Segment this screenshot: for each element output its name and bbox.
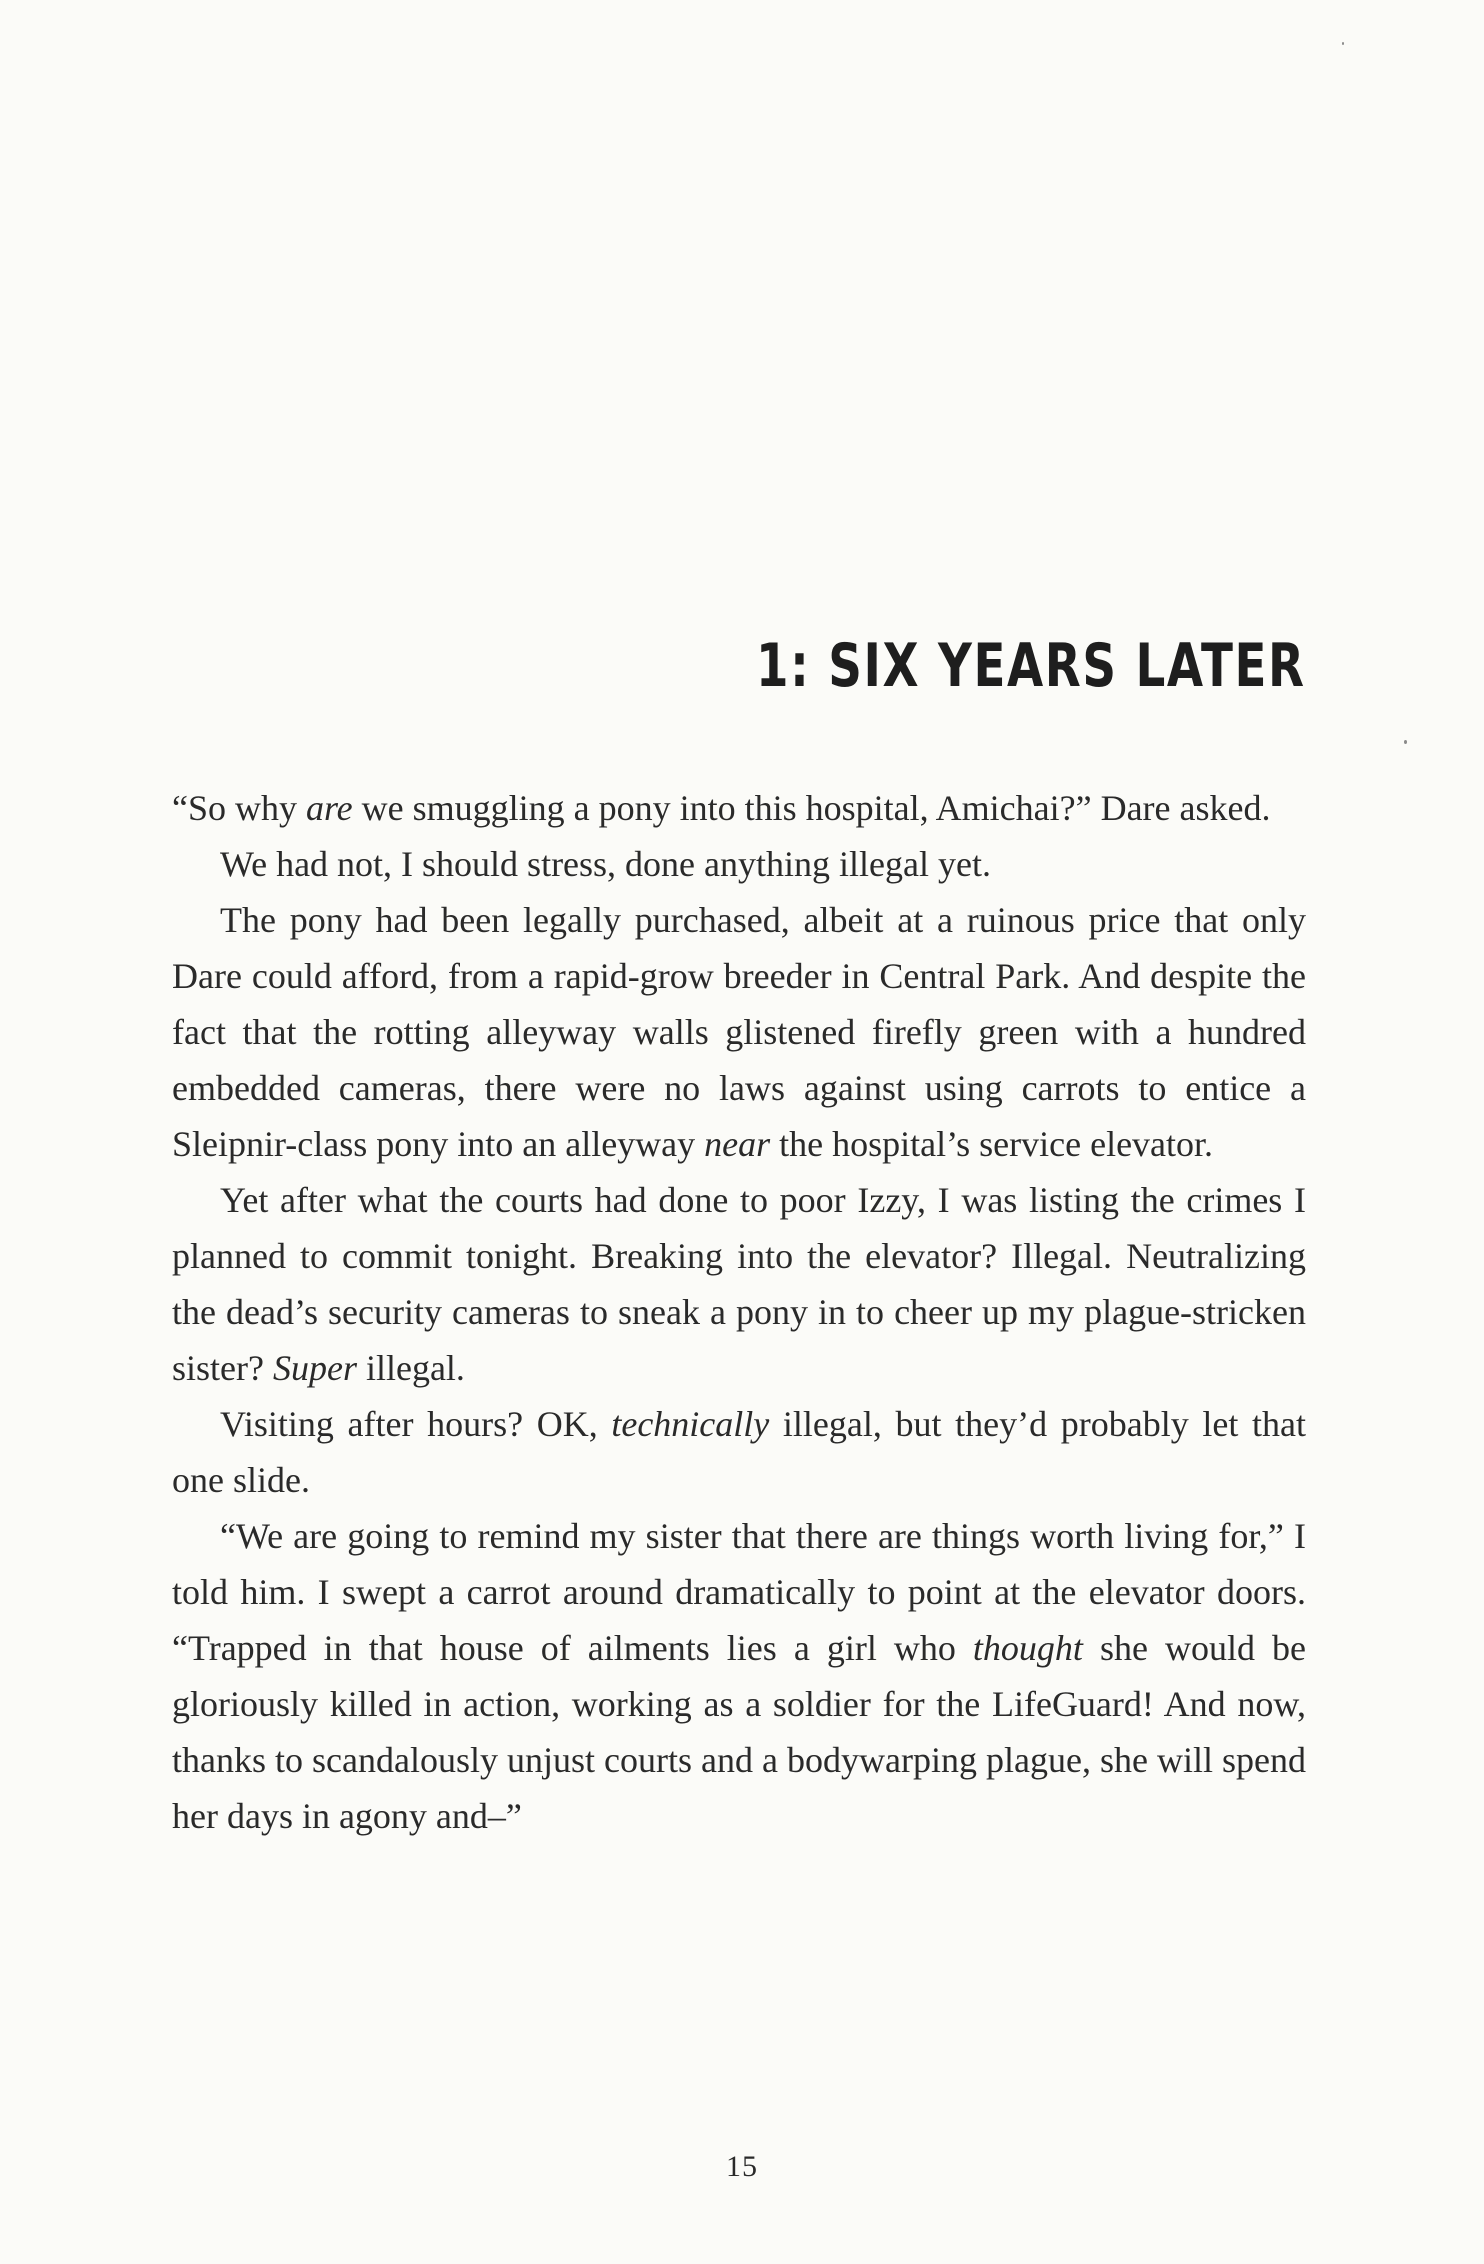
italic-segment: near [704, 1124, 771, 1164]
paragraph [172, 892, 1306, 1172]
page-number: 15 [726, 2150, 758, 2183]
chapter-body [172, 780, 1306, 1844]
paragraph [172, 836, 1306, 892]
paragraph [172, 1508, 1306, 1844]
text-segment: The pony had been legally purchased, albeit at a ruinous price that only Dare could afford, from a rapid-grow breeder in Central Park. And despite the fact that the rotting alleyway walls glistened firefly green with a hundred embedded cameras, there were no laws against using carrots to entice a Sleipnir-class pony into an alleyway [172, 900, 1306, 1164]
scan-speck [1404, 740, 1407, 744]
text-segment: we smuggling a pony into this hospital, Amichai?” Dare asked. [352, 788, 1271, 828]
italic-segment: technically [611, 1404, 770, 1444]
text-segment: We had not, I should stress, done anything illegal yet. [220, 844, 991, 884]
text-segment: illegal. [356, 1348, 465, 1388]
italic-segment: are [306, 788, 353, 828]
paragraph [172, 1172, 1306, 1396]
text-segment: Visiting after hours? OK, [220, 1404, 612, 1444]
text-segment: she would be gloriously killed in action, working as a soldier for the LifeGuard! And now, thanks to scandalously unjust courts and a bodywarping plague, she will spend her days in agony and–” [172, 1628, 1306, 1836]
text-segment: Yet after what the courts had done to poor Izzy, I was listing the crimes I planned to commit tonight. Breaking into the elevator? Illegal. Neutralizing the dead’s security cameras to sneak a pony in to cheer up my plague-stricken sister? [172, 1180, 1306, 1388]
italic-segment: Super [272, 1348, 357, 1388]
text-segment: “We are going to remind my sister that there are things worth living for,” I told him. I swept a carrot around dramatically to point at the elevator doors. “Trapped in that house of ailments lies a girl who [172, 1516, 1306, 1668]
text-segment: the hospital’s service elevator. [770, 1124, 1214, 1164]
paragraph [172, 780, 1306, 836]
text-segment: illegal, but they’d probably let that one slide. [172, 1404, 1306, 1500]
scan-speck [1342, 42, 1344, 45]
italic-segment: thought [972, 1628, 1083, 1668]
text-segment: “So why [172, 788, 306, 828]
chapter-title: 1: SIX YEARS LATER [756, 631, 1306, 701]
paragraph [172, 1396, 1306, 1508]
